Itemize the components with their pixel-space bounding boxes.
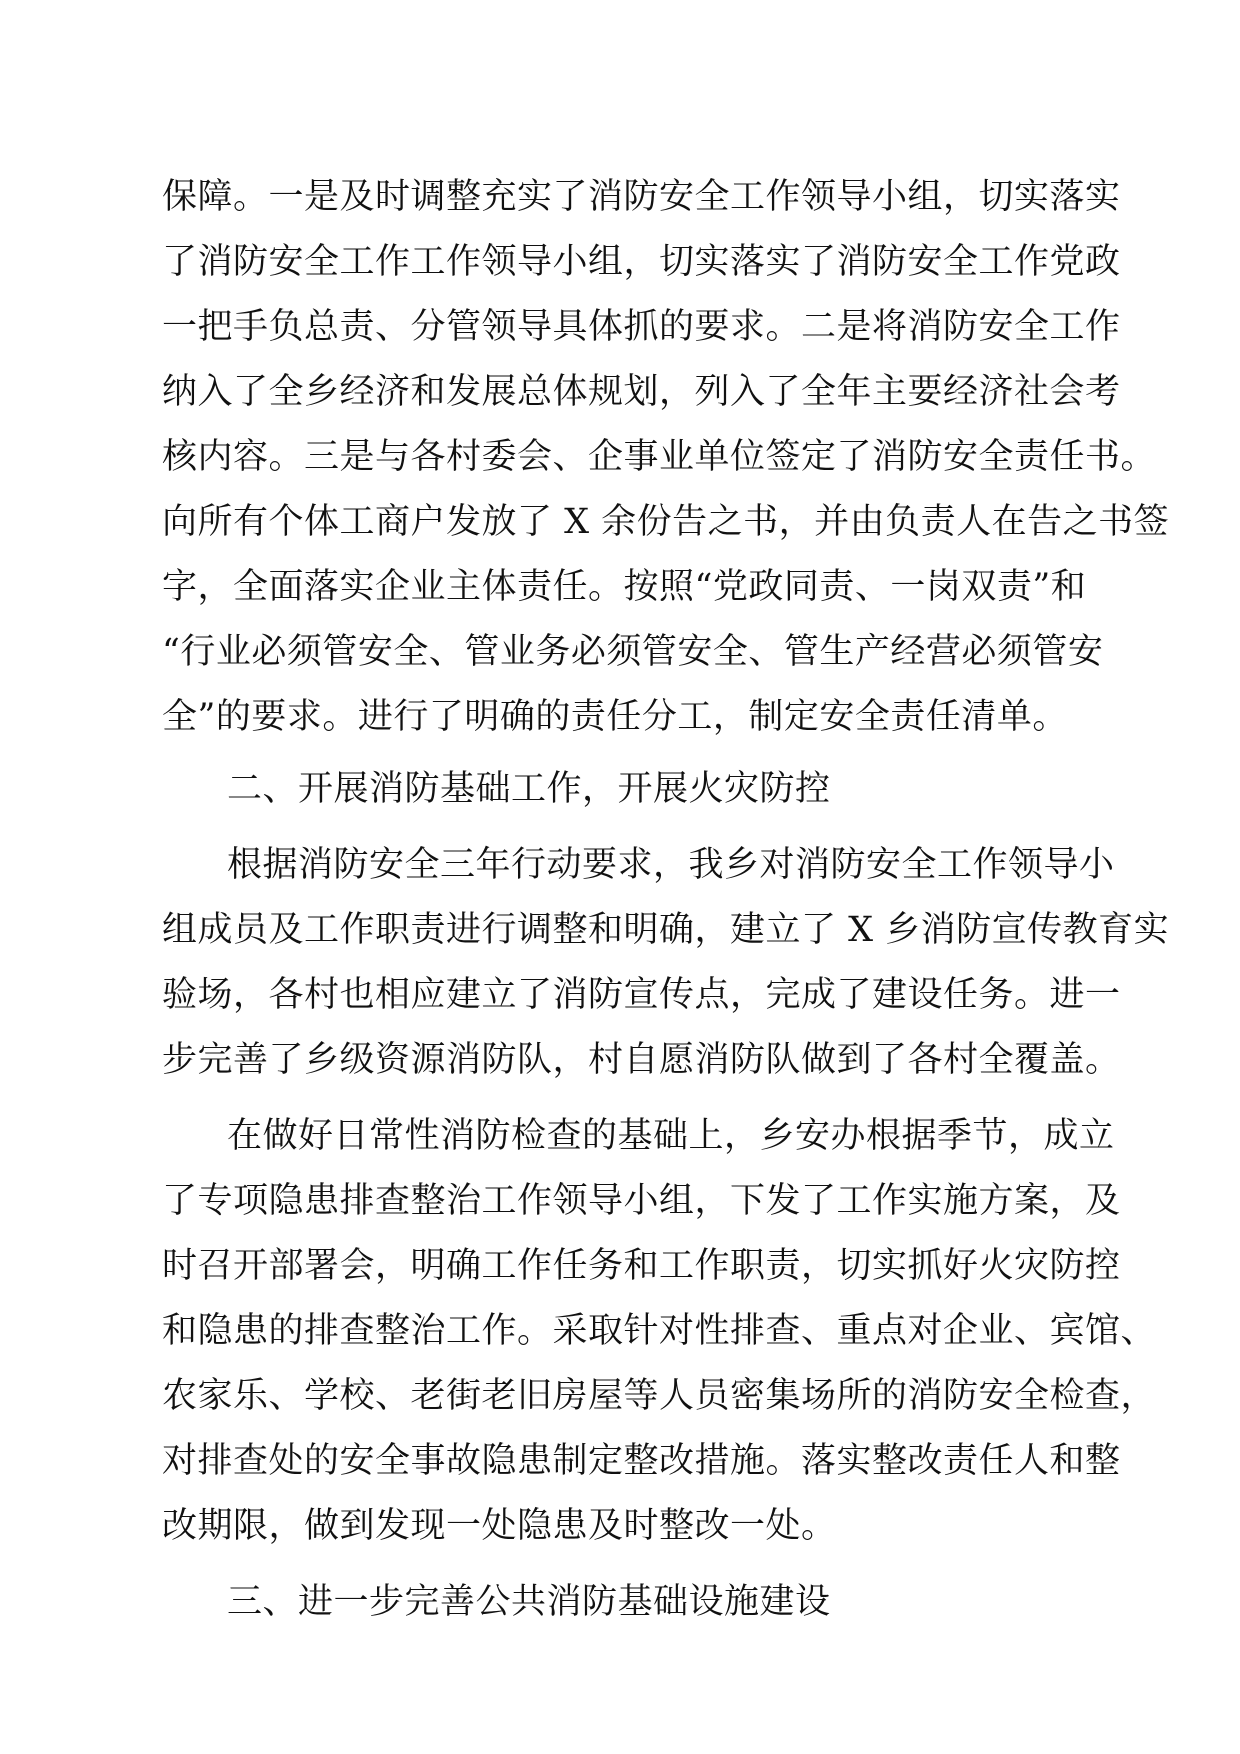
paragraph-line: 了专项隐患排查整治工作领导小组，下发了工作实施方案，及 (162, 1181, 1121, 1221)
section-heading: 二、开展消防基础工作，开展火灾防控 (227, 769, 831, 809)
paragraph-line: 一把手负总责、分管领导具体抓的要求。二是将消防安全工作 (162, 307, 1121, 347)
paragraph-line: 和隐患的排查整治工作。采取针对性排查、重点对企业、宾馆、 (162, 1311, 1157, 1351)
paragraph-line: 核内容。三是与各村委会、企事业单位签定了消防安全责任书。 (162, 437, 1157, 477)
paragraph-line: 纳入了全乡经济和发展总体规划，列入了全年主要经济社会考 (162, 372, 1121, 412)
paragraph-line: 时召开部署会，明确工作任务和工作职责，切实抓好火灾防控 (162, 1246, 1121, 1286)
paragraph-line: 对排查处的安全事故隐患制定整改措施。落实整改责任人和整 (162, 1441, 1121, 1481)
paragraph-line: 验场，各村也相应建立了消防宣传点，完成了建设任务。进一 (162, 975, 1121, 1015)
paragraph-line: 了消防安全工作工作领导小组，切实落实了消防安全工作党政 (162, 242, 1121, 282)
paragraph-line: 字，全面落实企业主体责任。按照“党政同责、一岗双责”和 (162, 567, 1087, 607)
paragraph-line: 组成员及工作职责进行调整和明确，建立了 X 乡消防宣传教育实 (162, 910, 1170, 950)
paragraph-line: 向所有个体工商户发放了 X 余份告之书，并由负责人在告之书签 (162, 502, 1170, 542)
section-heading: 三、进一步完善公共消防基础设施建设 (227, 1582, 831, 1622)
paragraph-line: 农家乐、学校、老街老旧房屋等人员密集场所的消防安全检查， (162, 1376, 1157, 1416)
paragraph-line: 全”的要求。进行了明确的责任分工，制定安全责任清单。 (162, 697, 1068, 737)
paragraph-line: 在做好日常性消防检查的基础上，乡安办根据季节，成立 (227, 1116, 1115, 1156)
paragraph-line: 根据消防安全三年行动要求，我乡对消防安全工作领导小 (227, 845, 1115, 885)
paragraph-line: 改期限，做到发现一处隐患及时整改一处。 (162, 1506, 837, 1546)
paragraph-line: 保障。一是及时调整充实了消防安全工作领导小组，切实落实 (162, 177, 1121, 217)
paragraph-line: 步完善了乡级资源消防队，村自愿消防队做到了各村全覆盖。 (162, 1040, 1121, 1080)
document-body (162, 165, 1170, 1635)
paragraph-line: “行业必须管安全、管业务必须管安全、管生产经营必须管安 (162, 632, 1104, 672)
